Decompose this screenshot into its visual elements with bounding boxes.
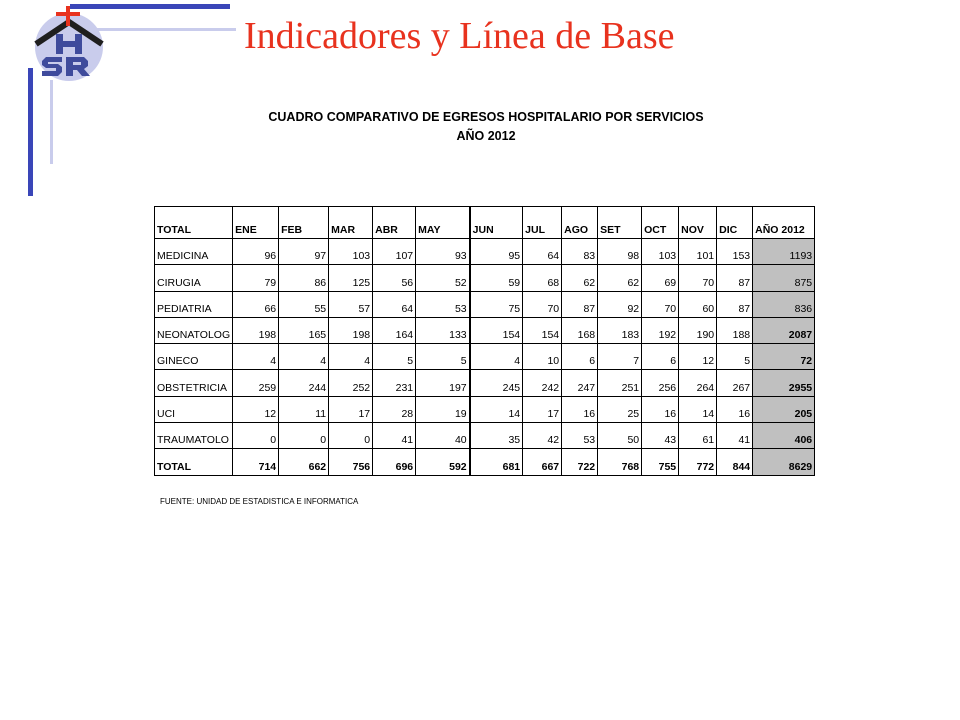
month-value-cell: 4 [329,344,373,370]
month-value-cell: 28 [373,396,416,422]
month-value-cell: 6 [562,344,598,370]
month-value-cell: 4 [279,344,329,370]
month-value-cell: 56 [373,265,416,291]
month-value-cell: 97 [279,239,329,265]
annual-total-cell: 1193 [753,239,815,265]
month-value-cell: 11 [279,396,329,422]
column-header: ENE [233,207,279,239]
month-value-cell: 25 [598,396,642,422]
month-value-cell: 41 [717,423,753,449]
row-label: GINECO [155,344,233,370]
month-value-cell: 16 [717,396,753,422]
month-value-cell: 231 [373,370,416,396]
month-value-cell: 5 [416,344,470,370]
month-value-cell: 96 [233,239,279,265]
month-value-cell: 183 [598,317,642,343]
annual-total-cell: 205 [753,396,815,422]
month-value-cell: 7 [598,344,642,370]
month-value-cell: 17 [329,396,373,422]
month-value-cell: 252 [329,370,373,396]
month-value-cell: 64 [373,291,416,317]
logo-cross-horizontal [56,12,80,16]
month-value-cell: 14 [679,396,717,422]
month-value-cell: 50 [598,423,642,449]
month-value-cell: 245 [470,370,523,396]
month-value-cell: 256 [642,370,679,396]
month-value-cell: 5 [717,344,753,370]
service-row [155,396,815,422]
month-value-cell: 64 [523,239,562,265]
hsr-hospital-logo-icon [30,4,110,86]
annual-total-cell: 875 [753,265,815,291]
annual-total-cell: 2955 [753,370,815,396]
row-label: NEONATOLOG [155,317,233,343]
annual-total-cell: 2087 [753,317,815,343]
logo-letter-s [42,57,62,76]
month-value-cell: 242 [523,370,562,396]
deco-left-light-line [50,80,53,164]
service-row [155,291,815,317]
row-label: TRAUMATOLO [155,423,233,449]
month-value-cell: 251 [598,370,642,396]
month-value-cell: 60 [679,291,717,317]
month-value-cell: 57 [329,291,373,317]
month-value-cell: 59 [470,265,523,291]
month-value-cell: 772 [679,449,717,475]
month-value-cell: 70 [642,291,679,317]
month-value-cell: 267 [717,370,753,396]
month-value-cell: 75 [470,291,523,317]
total-row [155,449,815,475]
month-value-cell: 87 [717,291,753,317]
discharges-table [154,206,815,476]
month-value-cell: 696 [373,449,416,475]
column-header: FEB [279,207,329,239]
column-header: NOV [679,207,717,239]
column-header: ABR [373,207,416,239]
month-value-cell: 681 [470,449,523,475]
column-header: AGO [562,207,598,239]
month-value-cell: 70 [679,265,717,291]
month-value-cell: 86 [279,265,329,291]
month-value-cell: 62 [562,265,598,291]
month-value-cell: 87 [717,265,753,291]
annual-total-cell: 406 [753,423,815,449]
deco-top-light-line [92,28,236,31]
report-year-heading: AÑO 2012 [456,129,516,143]
column-header: TOTAL [155,207,233,239]
month-value-cell: 247 [562,370,598,396]
month-value-cell: 55 [279,291,329,317]
month-value-cell: 0 [233,423,279,449]
month-value-cell: 133 [416,317,470,343]
month-value-cell: 41 [373,423,416,449]
column-header: AÑO 2012 [753,207,815,239]
month-value-cell: 662 [279,449,329,475]
annual-total-cell: 836 [753,291,815,317]
month-value-cell: 16 [642,396,679,422]
row-label: PEDIATRIA [155,291,233,317]
month-value-cell: 844 [717,449,753,475]
row-label: UCI [155,396,233,422]
month-value-cell: 92 [598,291,642,317]
month-value-cell: 188 [717,317,753,343]
month-value-cell: 12 [233,396,279,422]
row-label: CIRUGIA [155,265,233,291]
slide-title: Indicadores y Línea de Base [244,15,675,57]
month-value-cell: 667 [523,449,562,475]
month-value-cell: 68 [523,265,562,291]
month-value-cell: 103 [642,239,679,265]
month-value-cell: 198 [233,317,279,343]
row-label: TOTAL [155,449,233,475]
month-value-cell: 53 [562,423,598,449]
column-header: DIC [717,207,753,239]
month-value-cell: 192 [642,317,679,343]
month-value-cell: 43 [642,423,679,449]
month-value-cell: 79 [233,265,279,291]
month-value-cell: 93 [416,239,470,265]
month-value-cell: 103 [329,239,373,265]
month-value-cell: 6 [642,344,679,370]
month-value-cell: 14 [470,396,523,422]
month-value-cell: 244 [279,370,329,396]
deco-left-dark-line [28,68,33,196]
month-value-cell: 164 [373,317,416,343]
month-value-cell: 153 [717,239,753,265]
column-header: OCT [642,207,679,239]
column-header: MAY [416,207,470,239]
month-value-cell: 107 [373,239,416,265]
month-value-cell: 87 [562,291,598,317]
month-value-cell: 5 [373,344,416,370]
month-value-cell: 197 [416,370,470,396]
month-value-cell: 40 [416,423,470,449]
service-row [155,239,815,265]
month-value-cell: 722 [562,449,598,475]
column-header: MAR [329,207,373,239]
month-value-cell: 52 [416,265,470,291]
annual-total-cell: 8629 [753,449,815,475]
source-note: FUENTE: UNIDAD DE ESTADISTICA E INFORMATICA [160,497,359,506]
month-value-cell: 42 [523,423,562,449]
month-value-cell: 69 [642,265,679,291]
month-value-cell: 98 [598,239,642,265]
month-value-cell: 259 [233,370,279,396]
month-value-cell: 0 [279,423,329,449]
month-value-cell: 198 [329,317,373,343]
month-value-cell: 53 [416,291,470,317]
month-value-cell: 101 [679,239,717,265]
month-value-cell: 768 [598,449,642,475]
month-value-cell: 19 [416,396,470,422]
service-row [155,344,815,370]
month-value-cell: 35 [470,423,523,449]
row-label: MEDICINA [155,239,233,265]
month-value-cell: 0 [329,423,373,449]
service-row [155,370,815,396]
month-value-cell: 70 [523,291,562,317]
column-header: SET [598,207,642,239]
table-header-row [155,207,815,239]
column-header: JUL [523,207,562,239]
month-value-cell: 592 [416,449,470,475]
month-value-cell: 10 [523,344,562,370]
month-value-cell: 714 [233,449,279,475]
service-row [155,423,815,449]
month-value-cell: 264 [679,370,717,396]
month-value-cell: 61 [679,423,717,449]
month-value-cell: 168 [562,317,598,343]
month-value-cell: 66 [233,291,279,317]
month-value-cell: 83 [562,239,598,265]
month-value-cell: 12 [679,344,717,370]
month-value-cell: 17 [523,396,562,422]
month-value-cell: 756 [329,449,373,475]
month-value-cell: 165 [279,317,329,343]
row-label: OBSTETRICIA [155,370,233,396]
month-value-cell: 4 [233,344,279,370]
column-header: JUN [470,207,523,239]
month-value-cell: 16 [562,396,598,422]
month-value-cell: 95 [470,239,523,265]
service-row [155,317,815,343]
annual-total-cell: 72 [753,344,815,370]
month-value-cell: 154 [523,317,562,343]
month-value-cell: 62 [598,265,642,291]
report-heading: CUADRO COMPARATIVO DE EGRESOS HOSPITALARIO POR SERVICIOS [268,110,704,124]
month-value-cell: 125 [329,265,373,291]
month-value-cell: 755 [642,449,679,475]
month-value-cell: 4 [470,344,523,370]
service-row [155,265,815,291]
month-value-cell: 154 [470,317,523,343]
month-value-cell: 190 [679,317,717,343]
